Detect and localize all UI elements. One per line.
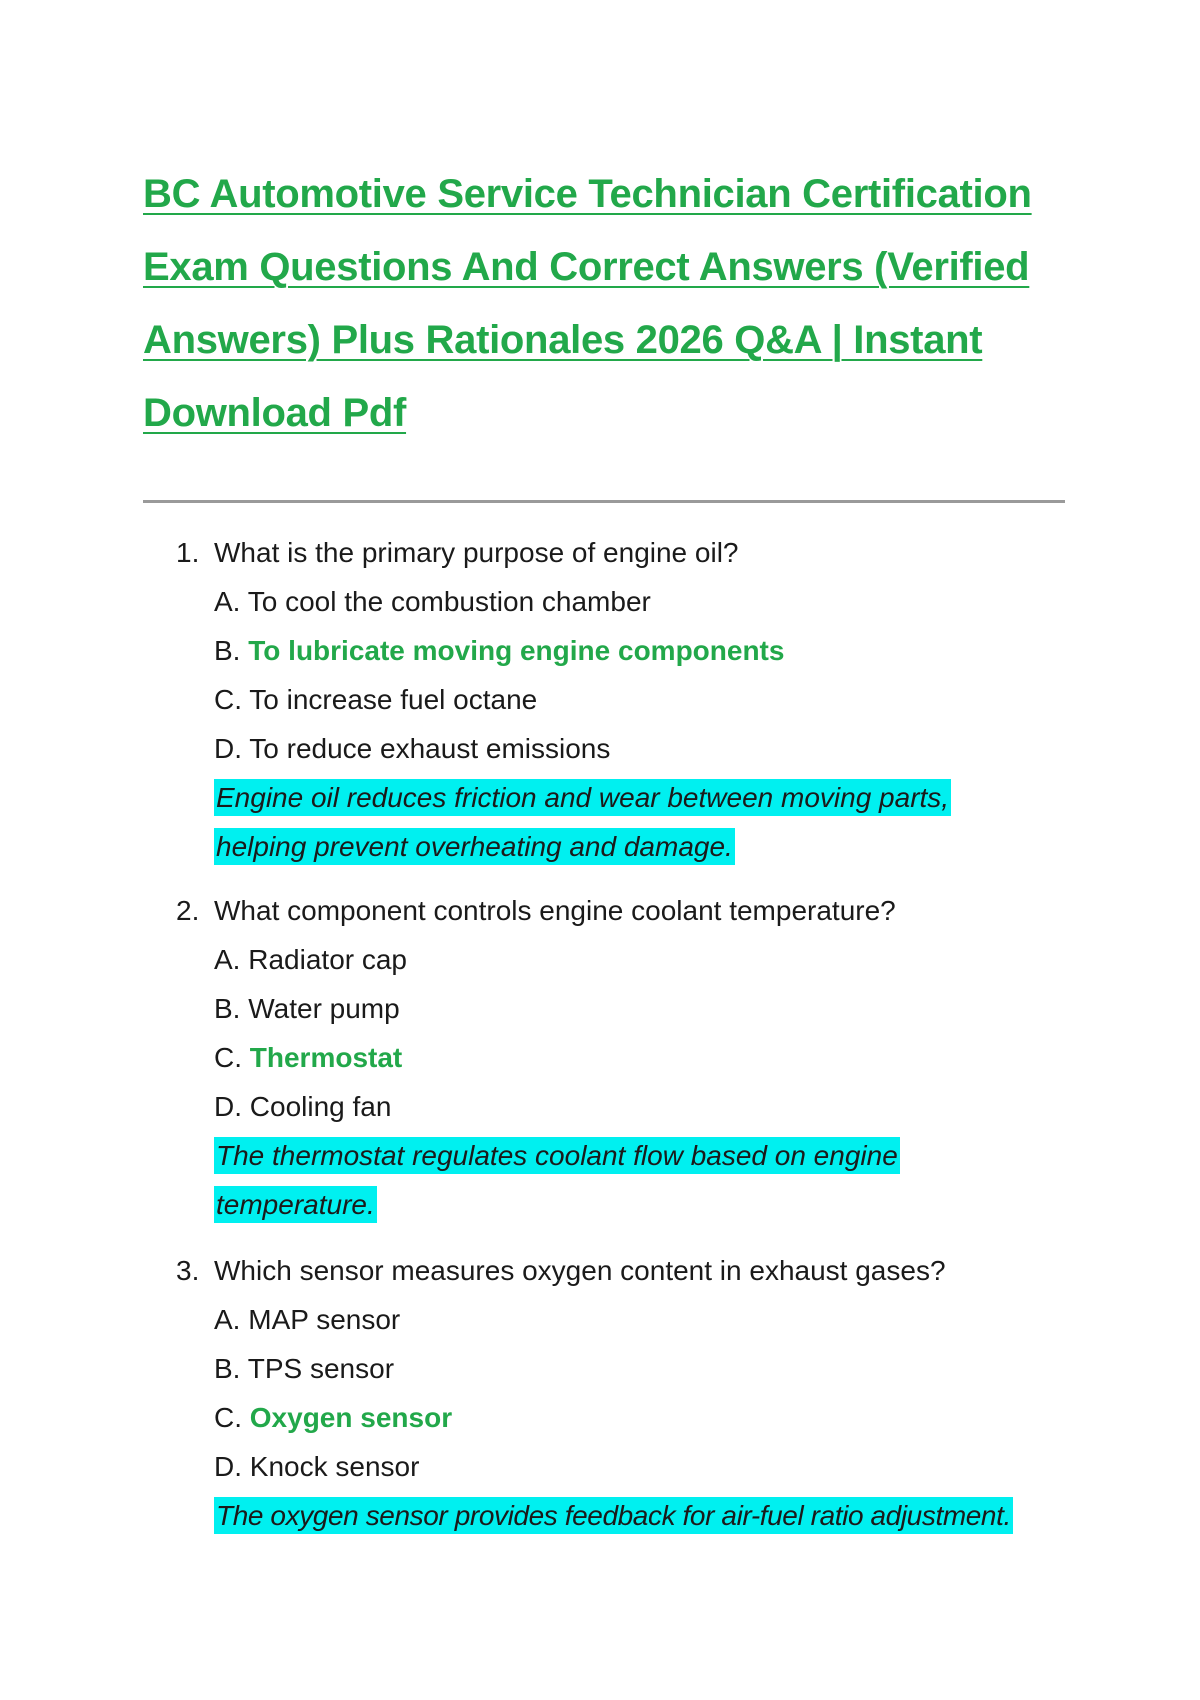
option-a [214, 935, 1076, 984]
rationale-text: Engine oil reduces friction and wear between moving parts, helping prevent overheating and damage. [214, 779, 951, 865]
correct-answer-text: Thermostat [249, 1042, 403, 1073]
option-text: Radiator cap [248, 944, 408, 975]
option-letter: B. [214, 1353, 241, 1384]
option-text: Water pump [248, 993, 400, 1024]
rationale-text: The oxygen sensor provides feedback for air-fuel ratio adjustment. [214, 1497, 1013, 1534]
rationale [214, 1491, 1094, 1540]
option-text: Knock sensor [249, 1451, 420, 1482]
question-stem [176, 886, 1076, 935]
option-letter: D. [214, 1091, 242, 1122]
option-b [214, 984, 1076, 1033]
option-c [214, 675, 1076, 724]
question-text: What is the primary purpose of engine oil? [214, 537, 739, 568]
option-text: MAP sensor [248, 1304, 401, 1335]
option-a [214, 577, 1076, 626]
question-text: Which sensor measures oxygen content in exhaust gases? [214, 1255, 946, 1286]
question-number: 1. [176, 537, 200, 568]
question-stem [176, 1246, 1076, 1295]
option-letter: A. [214, 586, 241, 617]
option-letter: A. [214, 944, 241, 975]
option-text: To increase fuel octane [249, 684, 538, 715]
question-1 [176, 528, 1076, 871]
option-d [214, 724, 1076, 773]
option-text: Cooling fan [249, 1091, 392, 1122]
option-c-correct [214, 1393, 1076, 1442]
option-letter: C. [214, 1402, 242, 1433]
correct-answer-text: To lubricate moving engine components [248, 635, 785, 666]
option-letter: B. [214, 993, 241, 1024]
question-number: 3. [176, 1255, 200, 1286]
rationale [214, 1131, 934, 1229]
option-a [214, 1295, 1076, 1344]
question-number: 2. [176, 895, 200, 926]
option-d [214, 1442, 1076, 1491]
option-letter: D. [214, 733, 242, 764]
option-letter: C. [214, 1042, 242, 1073]
option-letter: B. [214, 635, 241, 666]
option-b-correct [214, 626, 1076, 675]
option-text: TPS sensor [247, 1353, 395, 1384]
option-text: To cool the combustion chamber [247, 586, 651, 617]
option-letter: D. [214, 1451, 242, 1482]
correct-answer-text: Oxygen sensor [249, 1402, 453, 1433]
option-d [214, 1082, 1076, 1131]
rationale [214, 773, 974, 871]
rationale-text: The thermostat regulates coolant flow based on engine temperature. [214, 1137, 900, 1223]
option-letter: C. [214, 684, 242, 715]
question-stem [176, 528, 1076, 577]
question-2 [176, 886, 1076, 1229]
option-letter: A. [214, 1304, 241, 1335]
option-text: To reduce exhaust emissions [249, 733, 611, 764]
option-c-correct [214, 1033, 1076, 1082]
option-b [214, 1344, 1076, 1393]
document-title: BC Automotive Service Technician Certification Exam Questions And Correct Answers (Verified Answers) Plus Rationales 2026 Q&A | Instant Download Pdf [143, 172, 1032, 435]
question-3 [176, 1246, 1076, 1540]
question-text: What component controls engine coolant temperature? [214, 895, 896, 926]
